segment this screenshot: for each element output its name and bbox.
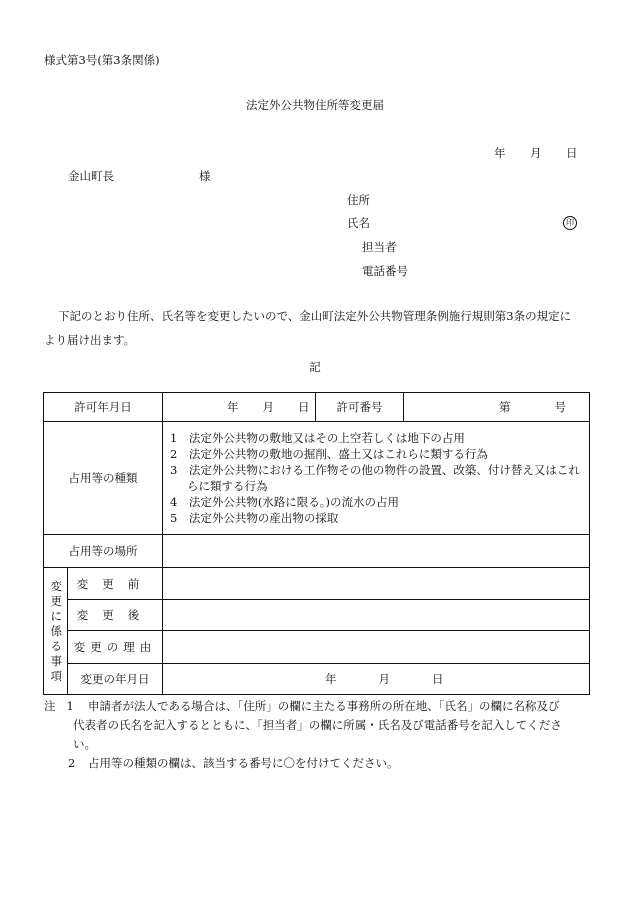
form-number: 様式第3号(第3条関係) [44, 53, 160, 67]
after-label-cell [68, 600, 163, 631]
notes-label: 注 1 [44, 699, 74, 713]
change-year: 年 [325, 672, 337, 686]
reason-label-cell [68, 631, 163, 664]
before-value [163, 568, 590, 600]
place-row [44, 535, 590, 568]
permit-row [44, 393, 590, 422]
permit-date-value [163, 393, 316, 422]
addressee-name: 金山町長 [68, 169, 114, 183]
address-label: 住所 [347, 193, 370, 207]
type-item: 1 法定外公共物の敷地又はその上空若しくは地下の占用 [170, 431, 465, 445]
body-line-1: 下記のとおり住所、氏名等を変更したいので、金山町法定外公共物管理条例施行規則第3条の規定に [58, 309, 572, 323]
type-items [163, 422, 590, 535]
after-value [163, 600, 590, 631]
note-line: 代表者の氏名を記入するとともに、「担当者」の欄に所属・氏名及び電話番号を記入してくださ [73, 718, 562, 732]
note-1 [44, 697, 594, 716]
permit-no-suffix: 号 [554, 400, 566, 414]
permit-no-prefix: 第 [499, 400, 511, 414]
place-value [163, 535, 590, 568]
change-date-value [163, 664, 590, 695]
date-day: 日 [566, 146, 578, 160]
note-number: 1 [66, 699, 74, 713]
type-label: 占用等の種類 [44, 422, 163, 535]
phone-label: 電話番号 [362, 264, 408, 278]
permit-day: 日 [298, 400, 310, 414]
seal-text: 印 [563, 216, 577, 230]
reason-row [44, 631, 590, 664]
change-day: 日 [432, 672, 444, 686]
before-label-cell [68, 568, 163, 600]
addressee-honorific: 様 [199, 169, 211, 183]
after-row [44, 600, 590, 631]
contact-label: 担当者 [362, 240, 397, 254]
type-row [44, 422, 590, 535]
date-month: 月 [530, 146, 542, 160]
type-item-continuation: らに類する行為 [187, 479, 268, 493]
permit-no-value [404, 393, 590, 422]
before-row [44, 568, 590, 600]
notes [44, 697, 594, 773]
note-line: 申請者が法人である場合は、「住所」の欄に主たる事務所の所在地、「氏名」の欄に名称及び [88, 699, 560, 713]
note-line: い。 [73, 737, 96, 751]
place-label: 占用等の場所 [44, 535, 163, 568]
after-label: 変更後 [76, 608, 154, 622]
note-number: 2 [68, 756, 76, 770]
name-label: 氏名 [347, 216, 370, 230]
change-month: 月 [378, 672, 390, 686]
document-title: 法定外公共物住所等変更届 [246, 98, 384, 112]
main-table [43, 392, 590, 695]
type-item: 3 法定外公共物における工作物その他の物件の設置、改築、付け替え又はこれ [170, 463, 580, 477]
reason-value [163, 631, 590, 664]
note-2 [44, 754, 594, 773]
change-date-label: 変更の年月日 [68, 664, 163, 695]
before-label: 変更前 [76, 576, 154, 591]
change-group-cell [44, 568, 68, 695]
change-date-row [44, 664, 590, 695]
date-year: 年 [494, 146, 506, 160]
ki-heading: 記 [309, 360, 321, 374]
type-item: 5 法定外公共物の産出物の採取 [170, 511, 339, 525]
permit-no-label: 許可番号 [316, 393, 404, 422]
type-item: 2 法定外公共物の敷地の掘削、盛土又はこれらに類する行為 [170, 447, 488, 461]
permit-date-label: 許可年月日 [44, 393, 163, 422]
note-line: 占用等の種類の欄は、該当する番号に〇を付けてください。 [88, 756, 399, 770]
type-item: 4 法定外公共物(水路に限る。)の流水の占用 [170, 495, 400, 509]
seal-mark [563, 214, 577, 230]
change-group-label: 変更に係る事項 [50, 578, 62, 683]
permit-month: 月 [262, 400, 274, 414]
body-line-2: より届け出ます。 [44, 333, 136, 347]
permit-year: 年 [227, 400, 239, 414]
reason-label: 変更の理由 [73, 640, 157, 654]
